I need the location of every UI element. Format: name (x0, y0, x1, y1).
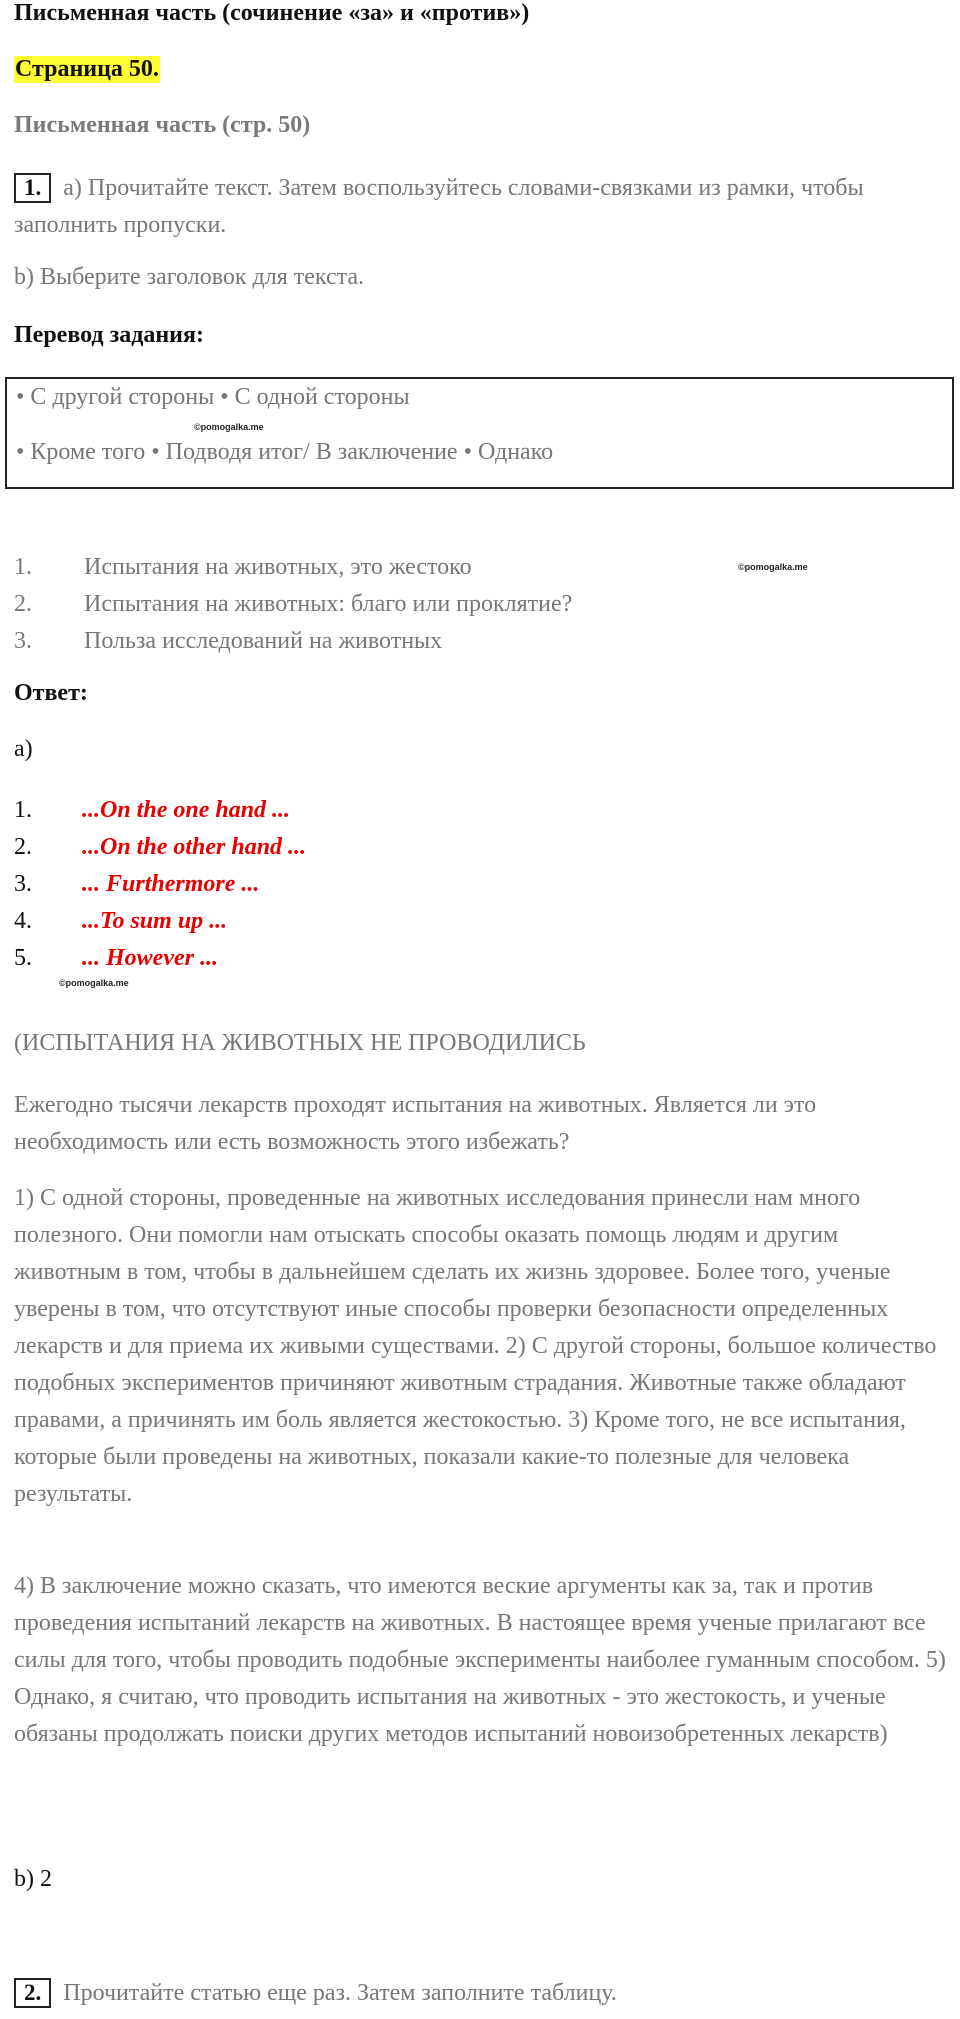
list-item: 1. ...On the one hand ... (14, 797, 291, 823)
list-item: 2. ...On the other hand ... (14, 834, 307, 860)
answer-paragraph-3: 4) В заключение можно сказать, что имеются веские аргументы как за, так и против проведения испытаний лекарств на животных. В настоящее время ученые прилагают все силы для того, чтобы проводить подобные эксперименты наиболее гуманным способом. 5) Однако, я считаю, что проводить испытания на животных - это жестокость, и ученые обязаны продолжать поиски других методов испытаний новоизобретенных лекарств) (14, 1573, 946, 1747)
page-number-highlight: Страница 50. (15, 56, 159, 82)
answer-part-a: a) (14, 736, 33, 762)
list-item: 3. ... Furthermore ... (14, 871, 260, 897)
title-options-list (14, 549, 914, 660)
linking-words-box (5, 377, 954, 489)
list-item: 5. ... However ... (14, 945, 218, 971)
task1-instruction-a-text: a) Прочитайте текст. Затем воспользуйтесь словами-связками из рамки, чтобы заполнить пропуски. (14, 175, 864, 238)
answer-heading: Ответ: (14, 680, 88, 706)
task1-number: 1. (14, 173, 51, 203)
page-title: Письменная часть (сочинение «за» и «против») (14, 0, 530, 26)
list-item: 1. Испытания на животных, это жестоко ©pomogalka.me (14, 549, 914, 586)
translation-heading: Перевод задания: (14, 322, 204, 348)
answer-part-b: b) 2 (14, 1866, 52, 1892)
answer-text-title: (ИСПЫТАНИЯ НА ЖИВОТНЫХ НЕ ПРОВОДИЛИСЬ (14, 1030, 586, 1056)
watermark: ©pomogalka.me (59, 978, 129, 988)
section-subtitle: Письменная часть (стр. 50) (14, 112, 311, 138)
linking-words-line-2: • Кроме того • Подводя итог/ В заключение • Однако (16, 439, 554, 465)
task1-instruction-b: b) Выберите заголовок для текста. (14, 264, 365, 290)
answer-list (14, 792, 614, 977)
task2-instruction-text: Прочитайте статью еще раз. Затем заполните таблицу. (63, 1980, 617, 2006)
watermark: ©pomogalka.me (738, 562, 808, 572)
watermark: ©pomogalka.me (194, 422, 264, 432)
task1-instruction-a (14, 170, 934, 244)
answer-paragraph-2: 1) С одной стороны, проведенные на животных исследования принесли нам много полезного. Они помогли нам отыскать способы оказать помощь людям и другим животным в том, чтобы в дальнейшем сделать их жизнь здоровее. Более того, ученые уверены в том, что отсутствуют иные способы проверки безопасности определенных лекарств и для приема их живыми существами. 2) С другой стороны, большое количество подобных экспериментов причиняют животным страдания. Животные также обладают правами, а причинять им боль является жестокостью. 3) Кроме того, не все испытания, которые были проведены на животных, показали какие-то полезные для человека результаты. (14, 1185, 937, 1507)
linking-words-line-1: • С другой стороны • С одной стороны (16, 384, 410, 410)
list-item: 2. Испытания на животных: благо или проклятие? (14, 591, 573, 617)
task2-instruction (14, 1978, 617, 2008)
list-item: 4. ...To sum up ... (14, 908, 228, 934)
answer-paragraph-1: Ежегодно тысячи лекарств проходят испытания на животных. Является ли это необходимость или есть возможность этого избежать? (14, 1092, 817, 1155)
task2-number: 2. (14, 1978, 51, 2008)
list-item: 3. Польза исследований на животных (14, 628, 443, 654)
